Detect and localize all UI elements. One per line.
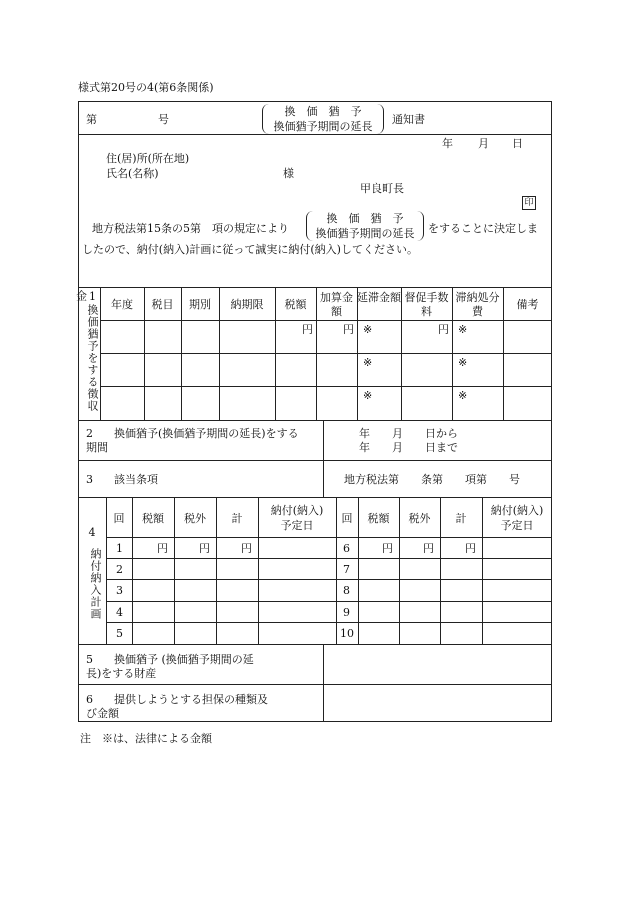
s1-yen-zeigaku: 円	[302, 323, 313, 336]
s1-header-nendo: 年度	[111, 298, 133, 311]
s1-header-biko: 備考	[516, 298, 539, 311]
divider	[78, 684, 552, 685]
s1-kome-1a: ※	[363, 323, 373, 336]
s4-h-kai-r: 回	[341, 512, 353, 525]
s4-h-zeigai-l: 税外	[184, 512, 206, 525]
body-line1-post: をすることに決定しま	[428, 222, 538, 235]
footnote: 注 ※は、法律による金額	[80, 732, 212, 745]
s4-yen-r2: 円	[423, 542, 434, 555]
header-bracket-line2: 換価猶予期間の延長	[273, 120, 373, 133]
s1-kome-2a: ※	[363, 356, 373, 369]
divider	[106, 622, 552, 623]
s2-label-line2: 期間	[86, 441, 108, 454]
s2-to: 年 月 日まで	[359, 441, 458, 454]
mayor-label: 甲良町長	[360, 182, 404, 195]
s1-header-kasankin: 加算金額	[320, 291, 353, 318]
form-table-border	[74, 101, 552, 722]
date-tsuki: 月	[478, 137, 489, 150]
divider	[106, 537, 552, 538]
section1-label: 1換価猶予をする徴収金	[74, 290, 99, 412]
s1-header-tokusoku: 督促手数料	[404, 291, 449, 318]
s4-h-kai-l: 回	[113, 512, 125, 525]
s5-label-line2: 長)をする財産	[86, 667, 157, 680]
s4-num: 4	[88, 526, 96, 539]
s4-h-zeigai-r: 税外	[408, 512, 431, 525]
s6-num: 6	[86, 693, 93, 706]
divider	[323, 420, 324, 460]
divider	[78, 287, 552, 288]
header-bracket-line1: 換 価 猶 予	[284, 105, 362, 118]
header-tsuchisho: 通知書	[392, 113, 425, 126]
s3-value: 地方税法第 条第 項第 号	[344, 473, 520, 486]
s4-label: 納付納入計画	[89, 548, 102, 620]
s4-h-date1-r: 納付(納入)	[490, 504, 544, 517]
s2-from: 年 月 日から	[359, 427, 458, 440]
s4-h-kei-r: 計	[455, 512, 467, 525]
s4-row-num: 7	[343, 563, 350, 576]
date-hi: 日	[512, 137, 523, 150]
s4-row-num: 2	[116, 563, 123, 576]
s4-row-num: 3	[116, 584, 123, 597]
sama-label: 様	[283, 167, 294, 180]
s4-row-num: 5	[116, 627, 123, 640]
s1-header-kibetsu: 期別	[189, 298, 211, 311]
s1-yen-kasankin: 円	[343, 323, 354, 336]
body-line2: したので、納付(納入)計画に従って誠実に納付(納入)してください。	[82, 243, 418, 256]
s4-row-num: 4	[116, 606, 123, 619]
header-go: 号	[158, 113, 169, 126]
s4-row-num: 10	[340, 627, 354, 640]
s4-row-num: 6	[343, 542, 350, 555]
address-label: 住(居)所(所在地)	[106, 152, 190, 165]
s1-header-noukigen: 納期限	[230, 298, 264, 311]
s4-h-zeigaku-r: 税額	[367, 512, 390, 525]
divider	[78, 134, 552, 135]
divider	[78, 497, 552, 498]
divider	[106, 558, 552, 559]
s4-h-date1-l: 納付(納入)	[270, 504, 324, 517]
s1-kome-1b: ※	[458, 323, 468, 336]
s4-h-zeigaku-l: 税額	[142, 512, 164, 525]
s4-yen-l1: 円	[157, 542, 168, 555]
s1-header-zeigaku: 税額	[284, 298, 307, 311]
s1-yen-tokusoku: 円	[438, 323, 449, 336]
divider	[100, 386, 552, 387]
divider	[78, 460, 552, 461]
s4-h-date2-l: 予定日	[280, 519, 314, 532]
header-dai: 第	[86, 113, 97, 126]
divider	[323, 644, 324, 722]
s3-num: 3	[86, 473, 93, 486]
s2-num: 2	[86, 427, 93, 440]
s6-label-line2: び金額	[86, 707, 119, 720]
divider	[106, 601, 552, 602]
divider	[78, 420, 552, 421]
name-label: 氏名(名称)	[106, 167, 159, 180]
s2-label-line1: 換価猶予(換価猶予期間の延長)をする	[114, 427, 299, 440]
s4-h-date2-r: 予定日	[500, 519, 534, 532]
form-number: 様式第20号の4(第6条関係)	[78, 81, 214, 94]
s1-kome-3b: ※	[458, 389, 468, 402]
s3-label: 該当条項	[114, 473, 158, 486]
s1-header-entaikin: 延滞金額	[357, 291, 401, 304]
s1-kome-2b: ※	[458, 356, 468, 369]
divider	[106, 579, 552, 580]
divider	[78, 644, 552, 645]
s4-yen-r3: 円	[465, 542, 476, 555]
s4-h-kei-l: 計	[231, 512, 243, 525]
s4-yen-l2: 円	[199, 542, 210, 555]
divider	[323, 460, 324, 497]
s1-header-tainou: 滞納処分費	[455, 291, 500, 318]
body-bracket-line1: 換 価 猶 予	[326, 212, 404, 225]
s4-yen-r1: 円	[382, 542, 393, 555]
s1-header-zeimoku: 税目	[151, 298, 174, 311]
seal-stamp: 印	[522, 196, 536, 210]
s5-num: 5	[86, 653, 93, 666]
divider	[100, 320, 552, 321]
s5-label-line1: 換価猶予 (換価猶予期間の延	[114, 653, 254, 666]
s4-row-num: 1	[116, 542, 123, 555]
s1-kome-3a: ※	[363, 389, 373, 402]
divider	[100, 353, 552, 354]
s4-yen-l3: 円	[241, 542, 252, 555]
date-nen: 年	[442, 137, 453, 150]
s4-row-num: 9	[343, 606, 350, 619]
body-bracket-line2: 換価猶予期間の延長	[315, 227, 415, 240]
s4-row-num: 8	[343, 584, 350, 597]
s6-label-line1: 提供しようとする担保の種類及	[114, 693, 268, 706]
body-line1-pre: 地方税法第15条の5第 項の規定により	[92, 222, 289, 235]
